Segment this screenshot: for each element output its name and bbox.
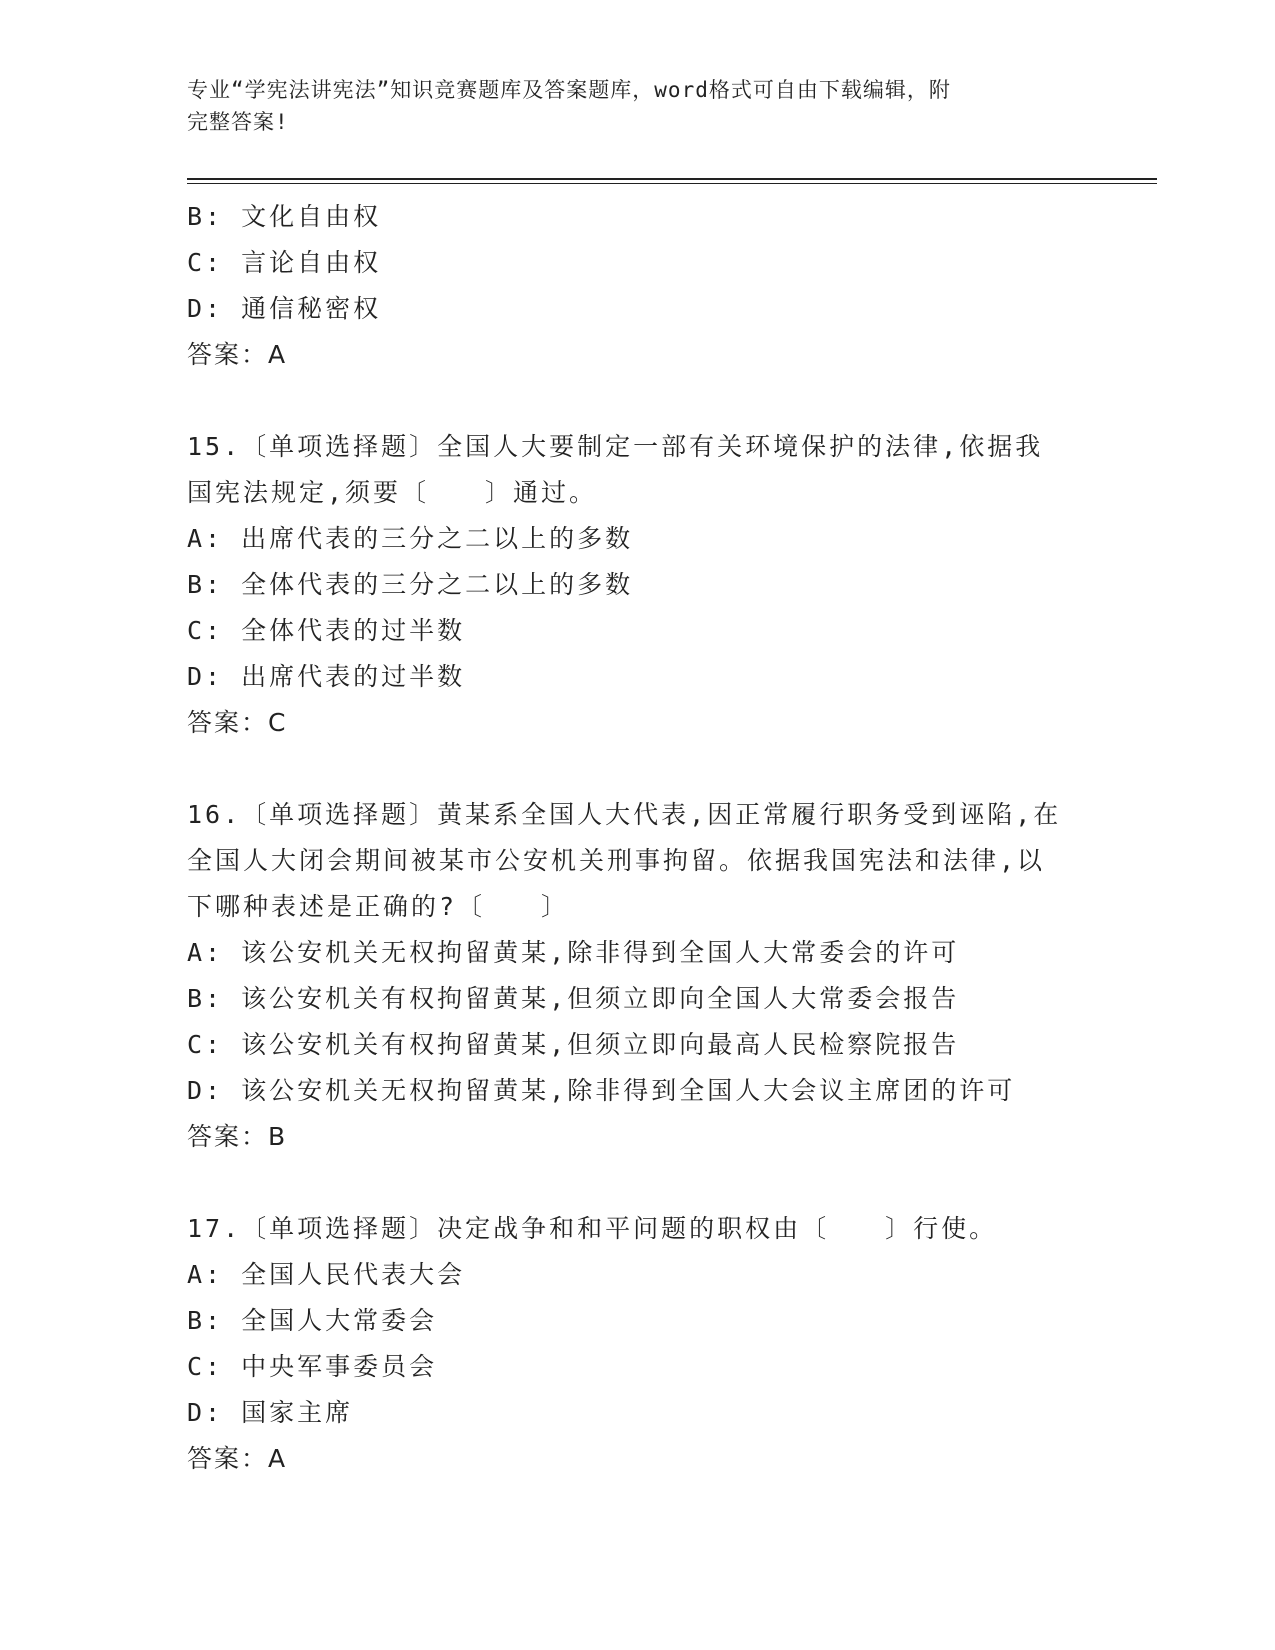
question-14-tail bbox=[187, 194, 1087, 378]
option-c: C: 该公安机关有权拘留黄某,但须立即向最高人民检察院报告 bbox=[187, 1030, 960, 1059]
option-a: A: 全国人民代表大会 bbox=[187, 1260, 466, 1289]
option-b: B: 全国人大常委会 bbox=[187, 1306, 438, 1335]
answer: 答案：C bbox=[187, 708, 288, 737]
option-b: B: 全体代表的三分之二以上的多数 bbox=[187, 570, 634, 599]
option-c: C: 中央军事委员会 bbox=[187, 1352, 438, 1381]
option-d: D: 国家主席 bbox=[187, 1398, 354, 1427]
question-text: 17.〔单项选择题〕决定战争和和平问题的职权由〔 〕行使。 bbox=[187, 1214, 998, 1243]
answer: 答案：A bbox=[187, 340, 288, 369]
option-d: D: 通信秘密权 bbox=[187, 294, 382, 323]
question-17 bbox=[187, 1206, 1087, 1482]
option-c: C: 言论自由权 bbox=[187, 248, 382, 277]
question-text: 15.〔单项选择题〕全国人大要制定一部有关环境保护的法律,依据我 bbox=[187, 432, 1044, 461]
header-divider-thin bbox=[187, 183, 1157, 184]
answer: 答案：A bbox=[187, 1444, 288, 1473]
header-divider-thick bbox=[187, 178, 1157, 180]
question-list bbox=[187, 194, 1087, 1482]
option-a: A: 出席代表的三分之二以上的多数 bbox=[187, 524, 634, 553]
page-header bbox=[187, 74, 1087, 138]
spacer bbox=[187, 746, 1087, 792]
question-text: 国宪法规定,须要〔 〕通过。 bbox=[187, 478, 598, 507]
header-line-1: 专业“学宪法讲宪法”知识竞赛题库及答案题库，word格式可自由下载编辑，附 bbox=[187, 78, 951, 102]
option-a: A: 该公安机关无权拘留黄某,除非得到全国人大常委会的许可 bbox=[187, 938, 960, 967]
option-b: B: 文化自由权 bbox=[187, 202, 382, 231]
spacer bbox=[187, 378, 1087, 424]
question-text: 16.〔单项选择题〕黄某系全国人大代表,因正常履行职务受到诬陷,在 bbox=[187, 800, 1062, 829]
question-15 bbox=[187, 424, 1087, 746]
header-line-2: 完整答案! bbox=[187, 110, 289, 134]
option-b: B: 该公安机关有权拘留黄某,但须立即向全国人大常委会报告 bbox=[187, 984, 960, 1013]
question-text: 下哪种表述是正确的?〔 〕 bbox=[187, 892, 570, 921]
option-d: D: 出席代表的过半数 bbox=[187, 662, 466, 691]
spacer bbox=[187, 1160, 1087, 1206]
answer: 答案：B bbox=[187, 1122, 288, 1151]
option-d: D: 该公安机关无权拘留黄某,除非得到全国人大会议主席团的许可 bbox=[187, 1076, 1016, 1105]
question-text: 全国人大闭会期间被某市公安机关刑事拘留。依据我国宪法和法律,以 bbox=[187, 846, 1046, 875]
question-16 bbox=[187, 792, 1087, 1160]
option-c: C: 全体代表的过半数 bbox=[187, 616, 466, 645]
